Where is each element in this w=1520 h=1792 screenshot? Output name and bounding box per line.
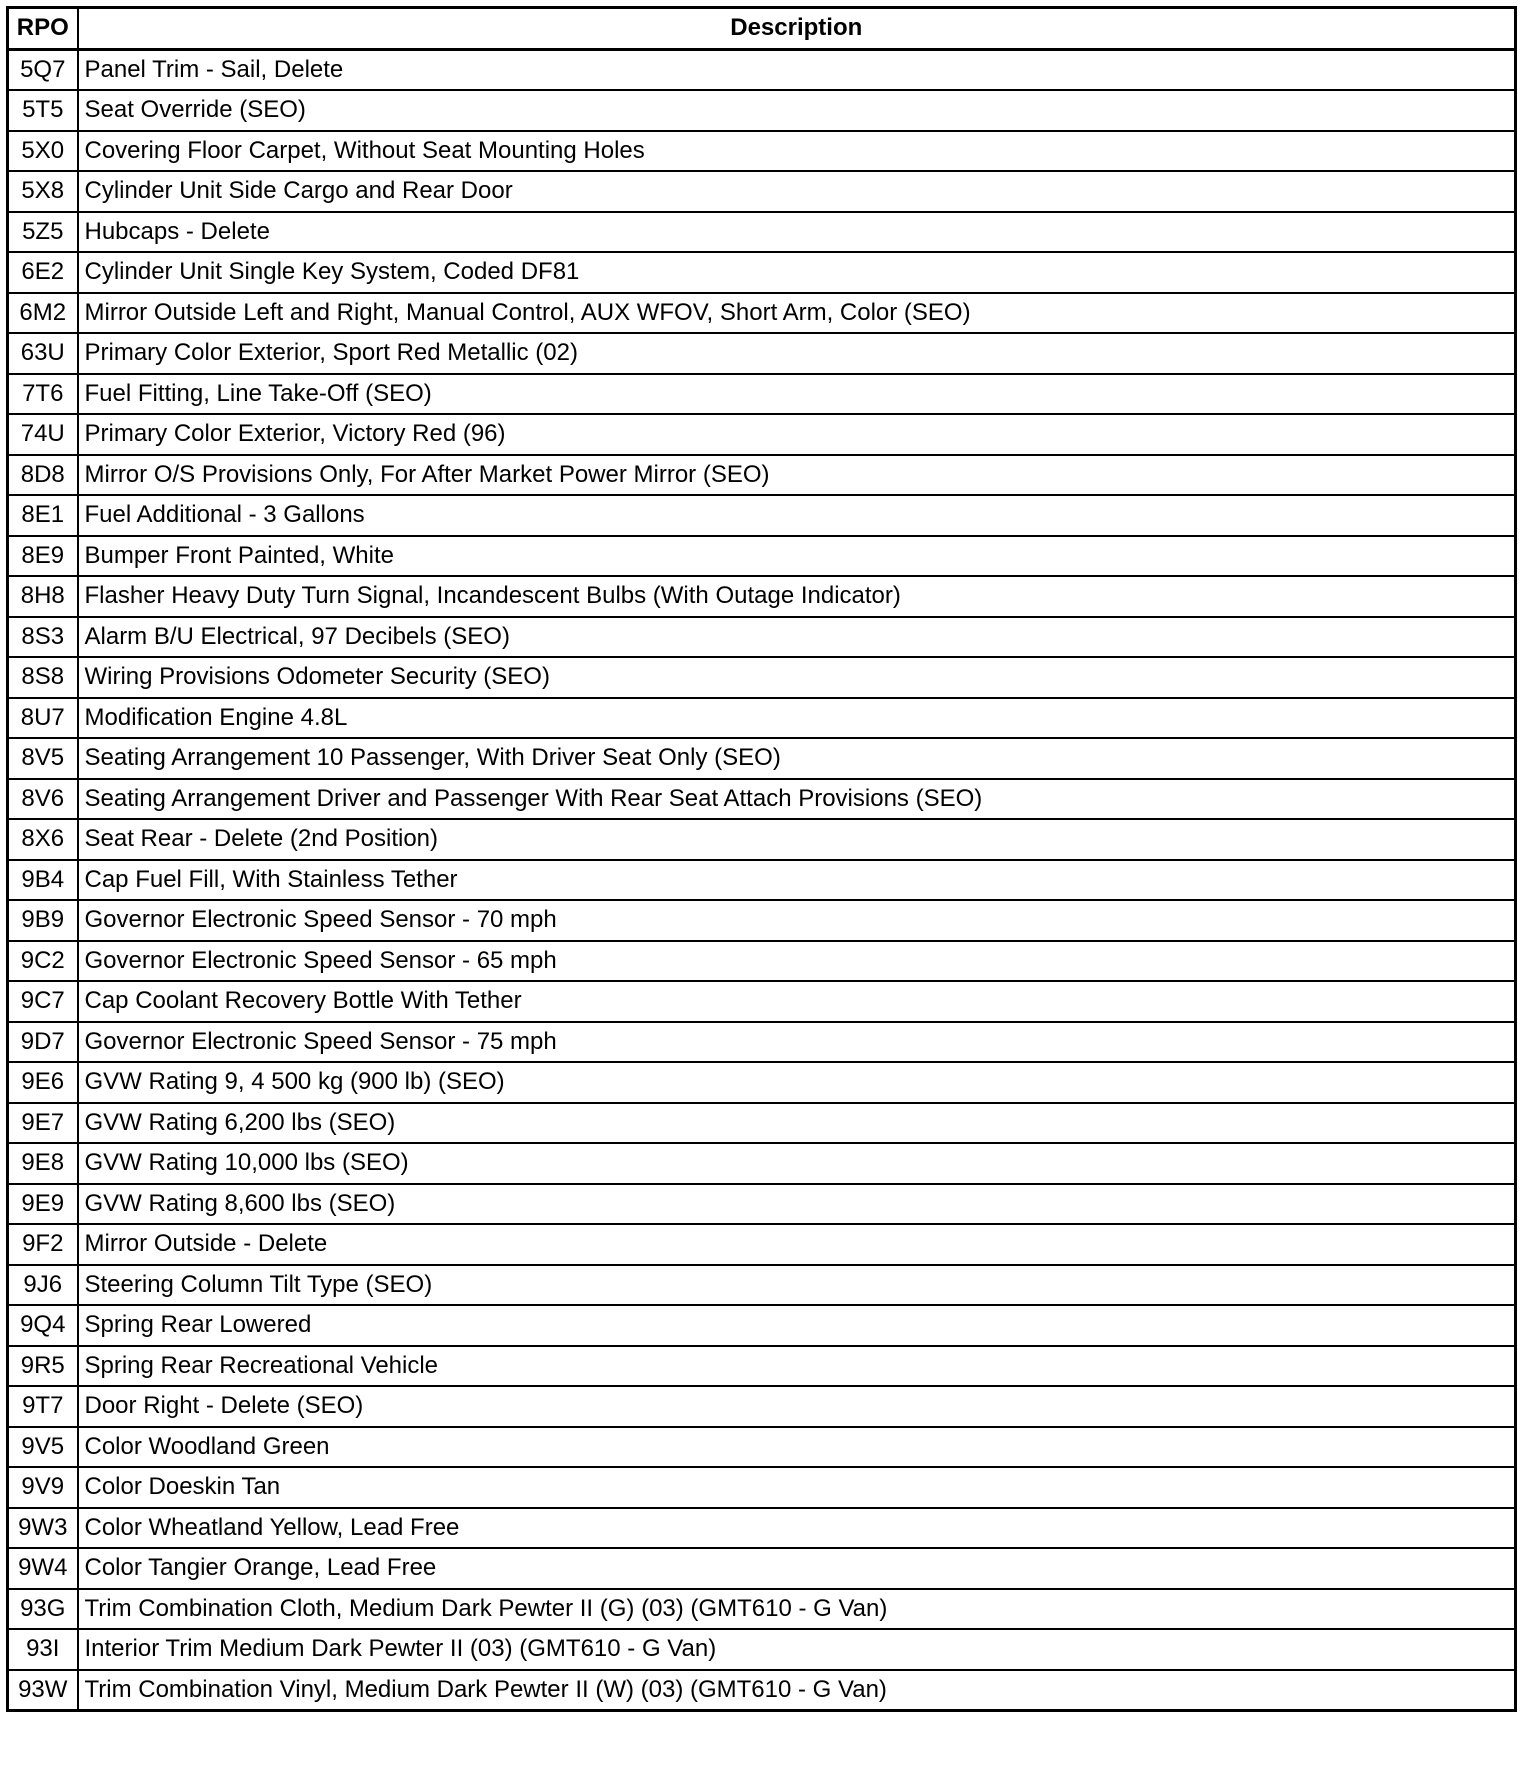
rpo-code-cell: 9C7 [8,981,78,1022]
table-row [8,1062,1516,1103]
table-row [8,1143,1516,1184]
rpo-code-cell: 9D7 [8,1022,78,1063]
rpo-code-cell: 5T5 [8,90,78,131]
rpo-code-cell: 8V5 [8,738,78,779]
rpo-code-cell: 5Z5 [8,212,78,253]
description-cell: Mirror Outside Left and Right, Manual Control, AUX WFOV, Short Arm, Color (SEO) [78,293,1516,334]
description-cell: Spring Rear Lowered [78,1305,1516,1346]
table-header-row [8,8,1516,50]
rpo-code-cell: 9B9 [8,900,78,941]
description-cell: Color Tangier Orange, Lead Free [78,1548,1516,1589]
rpo-code-cell: 9W3 [8,1508,78,1549]
rpo-code-cell: 8X6 [8,819,78,860]
table-row [8,860,1516,901]
rpo-code-cell: 9B4 [8,860,78,901]
description-cell: Trim Combination Cloth, Medium Dark Pewter II (G) (03) (GMT610 - G Van) [78,1589,1516,1630]
description-cell: Covering Floor Carpet, Without Seat Mounting Holes [78,131,1516,172]
column-header-description: Description [78,8,1516,50]
description-cell: Cap Fuel Fill, With Stainless Tether [78,860,1516,901]
rpo-code-cell: 9E9 [8,1184,78,1225]
table-row [8,1386,1516,1427]
rpo-code-cell: 9V5 [8,1427,78,1468]
rpo-code-cell: 8D8 [8,455,78,496]
rpo-code-cell: 9C2 [8,941,78,982]
table-body [8,49,1516,1711]
table-row [8,1305,1516,1346]
table-row [8,1103,1516,1144]
table-row [8,900,1516,941]
rpo-code-cell: 9E6 [8,1062,78,1103]
description-cell: Seating Arrangement Driver and Passenger With Rear Seat Attach Provisions (SEO) [78,779,1516,820]
description-cell: GVW Rating 9, 4 500 kg (900 lb) (SEO) [78,1062,1516,1103]
rpo-code-cell: 93I [8,1629,78,1670]
rpo-code-cell: 8S8 [8,657,78,698]
description-cell: Fuel Fitting, Line Take-Off (SEO) [78,374,1516,415]
description-cell: Modification Engine 4.8L [78,698,1516,739]
table-row [8,576,1516,617]
table-row [8,131,1516,172]
description-cell: GVW Rating 8,600 lbs (SEO) [78,1184,1516,1225]
table-row [8,1184,1516,1225]
description-cell: Mirror O/S Provisions Only, For After Market Power Mirror (SEO) [78,455,1516,496]
description-cell: Seating Arrangement 10 Passenger, With Driver Seat Only (SEO) [78,738,1516,779]
table-row [8,293,1516,334]
table-row [8,1548,1516,1589]
description-cell: Governor Electronic Speed Sensor - 65 mph [78,941,1516,982]
description-cell: Fuel Additional - 3 Gallons [78,495,1516,536]
table-row [8,455,1516,496]
table-row [8,819,1516,860]
description-cell: Hubcaps - Delete [78,212,1516,253]
description-cell: GVW Rating 10,000 lbs (SEO) [78,1143,1516,1184]
description-cell: Bumper Front Painted, White [78,536,1516,577]
table-row [8,536,1516,577]
table-row [8,49,1516,90]
description-cell: Cap Coolant Recovery Bottle With Tether [78,981,1516,1022]
rpo-code-cell: 9V9 [8,1467,78,1508]
rpo-code-cell: 5Q7 [8,49,78,90]
table-row [8,1022,1516,1063]
rpo-code-cell: 8E9 [8,536,78,577]
table-row [8,1629,1516,1670]
description-cell: Spring Rear Recreational Vehicle [78,1346,1516,1387]
rpo-code-cell: 8V6 [8,779,78,820]
rpo-code-cell: 74U [8,414,78,455]
description-cell: Cylinder Unit Single Key System, Coded DF81 [78,252,1516,293]
table-row [8,657,1516,698]
description-cell: GVW Rating 6,200 lbs (SEO) [78,1103,1516,1144]
rpo-table [6,6,1517,1712]
description-cell: Trim Combination Vinyl, Medium Dark Pewter II (W) (03) (GMT610 - G Van) [78,1670,1516,1711]
rpo-document [6,6,1514,1712]
rpo-code-cell: 9Q4 [8,1305,78,1346]
table-row [8,414,1516,455]
table-row [8,252,1516,293]
description-cell: Color Wheatland Yellow, Lead Free [78,1508,1516,1549]
table-row [8,212,1516,253]
table-row [8,941,1516,982]
description-cell: Primary Color Exterior, Sport Red Metallic (02) [78,333,1516,374]
rpo-code-cell: 9W4 [8,1548,78,1589]
rpo-code-cell: 7T6 [8,374,78,415]
rpo-code-cell: 5X8 [8,171,78,212]
description-cell: Primary Color Exterior, Victory Red (96) [78,414,1516,455]
table-row [8,1508,1516,1549]
rpo-code-cell: 63U [8,333,78,374]
table-row [8,779,1516,820]
description-cell: Interior Trim Medium Dark Pewter II (03) (GMT610 - G Van) [78,1629,1516,1670]
description-cell: Cylinder Unit Side Cargo and Rear Door [78,171,1516,212]
description-cell: Color Woodland Green [78,1427,1516,1468]
table-row [8,1346,1516,1387]
description-cell: Mirror Outside - Delete [78,1224,1516,1265]
rpo-code-cell: 8H8 [8,576,78,617]
description-cell: Door Right - Delete (SEO) [78,1386,1516,1427]
table-row [8,981,1516,1022]
table-row [8,617,1516,658]
table-row [8,1467,1516,1508]
table-row [8,90,1516,131]
table-row [8,171,1516,212]
table-row [8,374,1516,415]
table-row [8,738,1516,779]
rpo-code-cell: 93G [8,1589,78,1630]
description-cell: Alarm B/U Electrical, 97 Decibels (SEO) [78,617,1516,658]
rpo-code-cell: 9E7 [8,1103,78,1144]
column-header-rpo: RPO [8,8,78,50]
rpo-code-cell: 5X0 [8,131,78,172]
table-row [8,698,1516,739]
rpo-code-cell: 8S3 [8,617,78,658]
description-cell: Steering Column Tilt Type (SEO) [78,1265,1516,1306]
description-cell: Seat Rear - Delete (2nd Position) [78,819,1516,860]
description-cell: Flasher Heavy Duty Turn Signal, Incandescent Bulbs (With Outage Indicator) [78,576,1516,617]
rpo-code-cell: 93W [8,1670,78,1711]
description-cell: Color Doeskin Tan [78,1467,1516,1508]
rpo-code-cell: 9R5 [8,1346,78,1387]
rpo-code-cell: 6M2 [8,293,78,334]
table-row [8,1589,1516,1630]
rpo-code-cell: 8U7 [8,698,78,739]
rpo-code-cell: 9T7 [8,1386,78,1427]
description-cell: Wiring Provisions Odometer Security (SEO) [78,657,1516,698]
table-row [8,495,1516,536]
table-row [8,333,1516,374]
description-cell: Seat Override (SEO) [78,90,1516,131]
description-cell: Governor Electronic Speed Sensor - 75 mph [78,1022,1516,1063]
rpo-code-cell: 9E8 [8,1143,78,1184]
rpo-code-cell: 6E2 [8,252,78,293]
table-row [8,1427,1516,1468]
rpo-code-cell: 8E1 [8,495,78,536]
description-cell: Panel Trim - Sail, Delete [78,49,1516,90]
table-row [8,1224,1516,1265]
table-row [8,1670,1516,1711]
rpo-code-cell: 9F2 [8,1224,78,1265]
table-row [8,1265,1516,1306]
description-cell: Governor Electronic Speed Sensor - 70 mph [78,900,1516,941]
rpo-code-cell: 9J6 [8,1265,78,1306]
